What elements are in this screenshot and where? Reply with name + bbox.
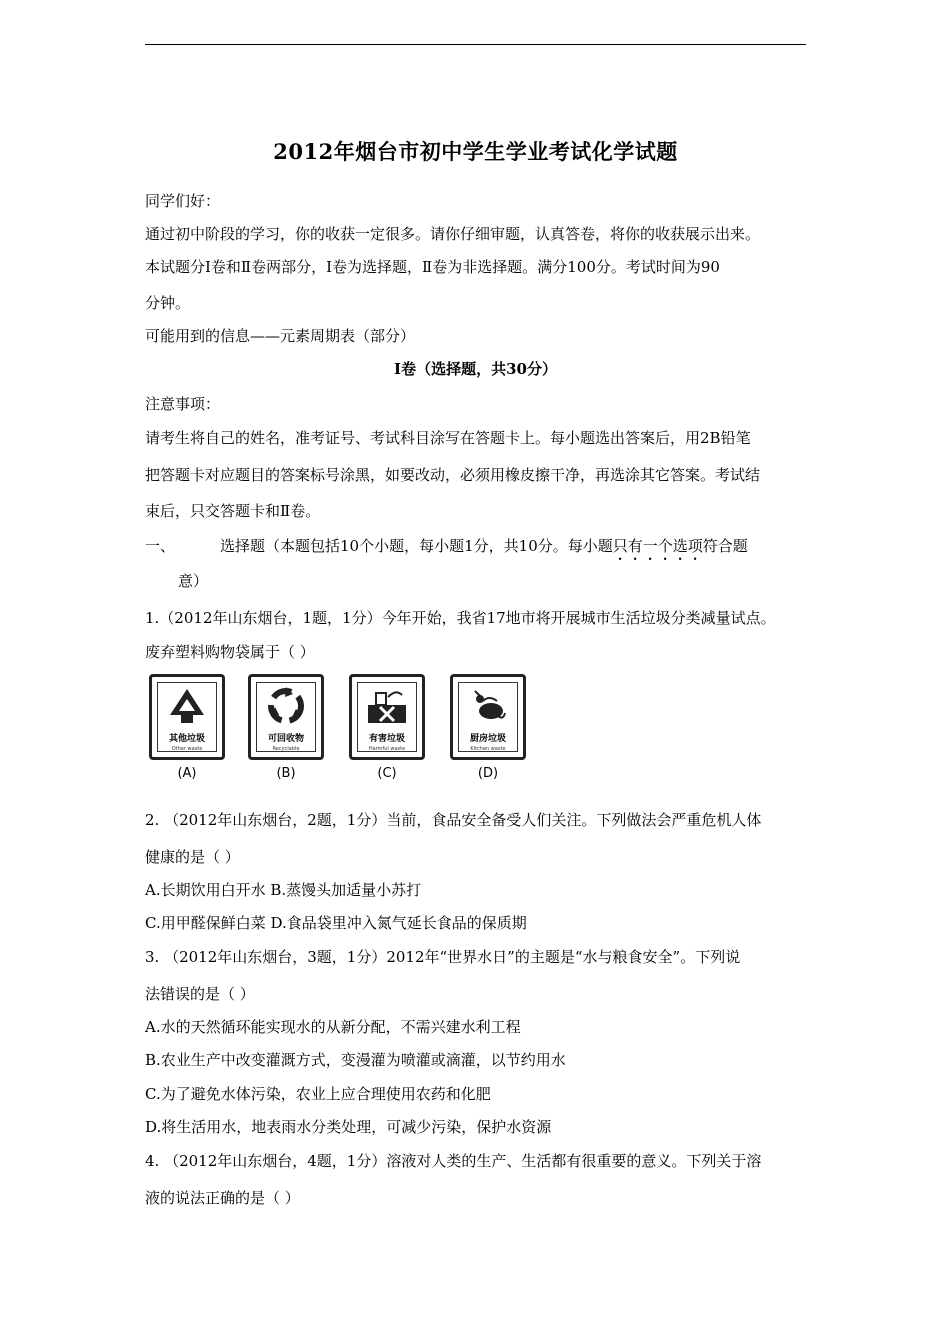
q2-options-1: A.长期饮用白开水 B.蒸馒头加适量小苏打 bbox=[145, 881, 422, 899]
intro-line-1: 通过初中阶段的学习，你的收获一定很多。请你仔细审题，认真答卷，将你的收获展示出来。 bbox=[145, 225, 761, 243]
page-title: 2012年烟台市初中学生学业考试化学试题 bbox=[273, 139, 678, 164]
q3-line-2: 法错误的是（ ） bbox=[145, 985, 255, 1003]
q2-line-1: 2. （2012年山东烟台，2题，1分）当前，食品安全备受人们关注。下列做法会严重危机人体 bbox=[145, 811, 762, 829]
intro-line-2: 本试题分Ⅰ卷和Ⅱ卷两部分，Ⅰ卷为选择题，Ⅱ卷为非选择题。满分100分。考试时间为90 bbox=[145, 258, 720, 276]
bin-a-en: Other waste bbox=[171, 746, 203, 752]
notice-line-2: 把答题卡对应题目的答案标号涂黑，如要改动，必须用橡皮擦干净，再选涂其它答案。考试结 bbox=[145, 466, 761, 484]
q3-option-a: A.水的天然循环能实现水的从新分配，不需兴建水利工程 bbox=[145, 1018, 521, 1036]
q2-line-2: 健康的是（ ） bbox=[145, 848, 240, 866]
intro-line-3: 分钟。 bbox=[145, 294, 191, 312]
bin-a-label: (A) bbox=[177, 766, 197, 781]
bin-d bbox=[450, 674, 526, 760]
part1-text-c: 意） bbox=[178, 572, 209, 590]
section-title: Ⅰ卷（选择题，共30分） bbox=[394, 360, 557, 378]
recycle-icon bbox=[265, 685, 307, 725]
q4-line-1: 4. （2012年山东烟台，4题，1分）溶液对人类的生产、生活都有很重要的意义。下列关于溶 bbox=[145, 1152, 762, 1170]
bin-d-label: (D) bbox=[477, 766, 499, 781]
bin-b-en: Recyclable bbox=[272, 746, 300, 752]
bin-c-en: Harmful waste bbox=[368, 746, 406, 752]
bin-b bbox=[248, 674, 324, 760]
part1-number: 一、 bbox=[145, 537, 176, 555]
other-waste-icon bbox=[166, 685, 208, 725]
bin-b-label: (B) bbox=[276, 766, 296, 781]
bin-a bbox=[149, 674, 225, 760]
bin-c-label: (C) bbox=[377, 766, 397, 781]
part1-heading bbox=[145, 536, 748, 564]
harmful-waste-icon bbox=[366, 685, 408, 725]
header-rule bbox=[145, 44, 806, 45]
notice-heading: 注意事项： bbox=[145, 395, 221, 413]
bin-d-cn: 厨房垃圾 bbox=[469, 734, 506, 744]
part1-text-a: 选择题（本题包括10个小题，每小题1分，共10分。每小题 bbox=[220, 537, 613, 555]
intro-line-4: 可能用到的信息——元素周期表（部分） bbox=[145, 327, 416, 345]
bin-c-cn: 有害垃圾 bbox=[368, 734, 405, 744]
q3-line-1: 3. （2012年山东烟台，3题，1分）2012年“世界水日”的主题是“水与粮食安全”。下列说 bbox=[145, 948, 741, 966]
bin-c bbox=[349, 674, 425, 760]
greeting: 同学们好： bbox=[145, 192, 221, 210]
q3-option-d: D.将生活用水，地表雨水分类处理，可减少污染，保护水资源 bbox=[145, 1118, 552, 1136]
q1-line-2: 废弃塑料购物袋属于（ ） bbox=[145, 643, 315, 661]
q2-options-2: C.用甲醛保鲜白菜 D.食品袋里冲入氮气延长食品的保质期 bbox=[145, 914, 527, 932]
part1-emphasis: 只有一个选项 bbox=[612, 537, 703, 555]
bin-a-cn: 其他垃圾 bbox=[168, 734, 205, 744]
q3-option-c: C.为了避免水体污染，农业上应合理使用农药和化肥 bbox=[145, 1085, 491, 1103]
q1-line-1: 1.（2012年山东烟台，1题，1分）今年开始，我省17地市将开展城市生活垃圾分类减量试点。 bbox=[145, 609, 776, 627]
q4-line-2: 液的说法正确的是（ ） bbox=[145, 1189, 300, 1207]
part1-text-b: 符合题 bbox=[702, 537, 748, 555]
kitchen-waste-icon bbox=[467, 685, 509, 725]
notice-line-1: 请考生将自己的姓名，准考证号、考试科目涂写在答题卡上。每小题选出答案后，用2B铅笔 bbox=[145, 429, 751, 447]
bin-b-cn: 可回收物 bbox=[267, 734, 304, 744]
notice-line-3: 束后，只交答题卡和Ⅱ卷。 bbox=[145, 502, 321, 520]
q1-bin-images bbox=[145, 674, 545, 786]
bin-d-en: Kitchen waste bbox=[470, 746, 506, 752]
q3-option-b: B.农业生产中改变灌溉方式，变漫灌为喷灌或滴灌，以节约用水 bbox=[145, 1051, 566, 1069]
